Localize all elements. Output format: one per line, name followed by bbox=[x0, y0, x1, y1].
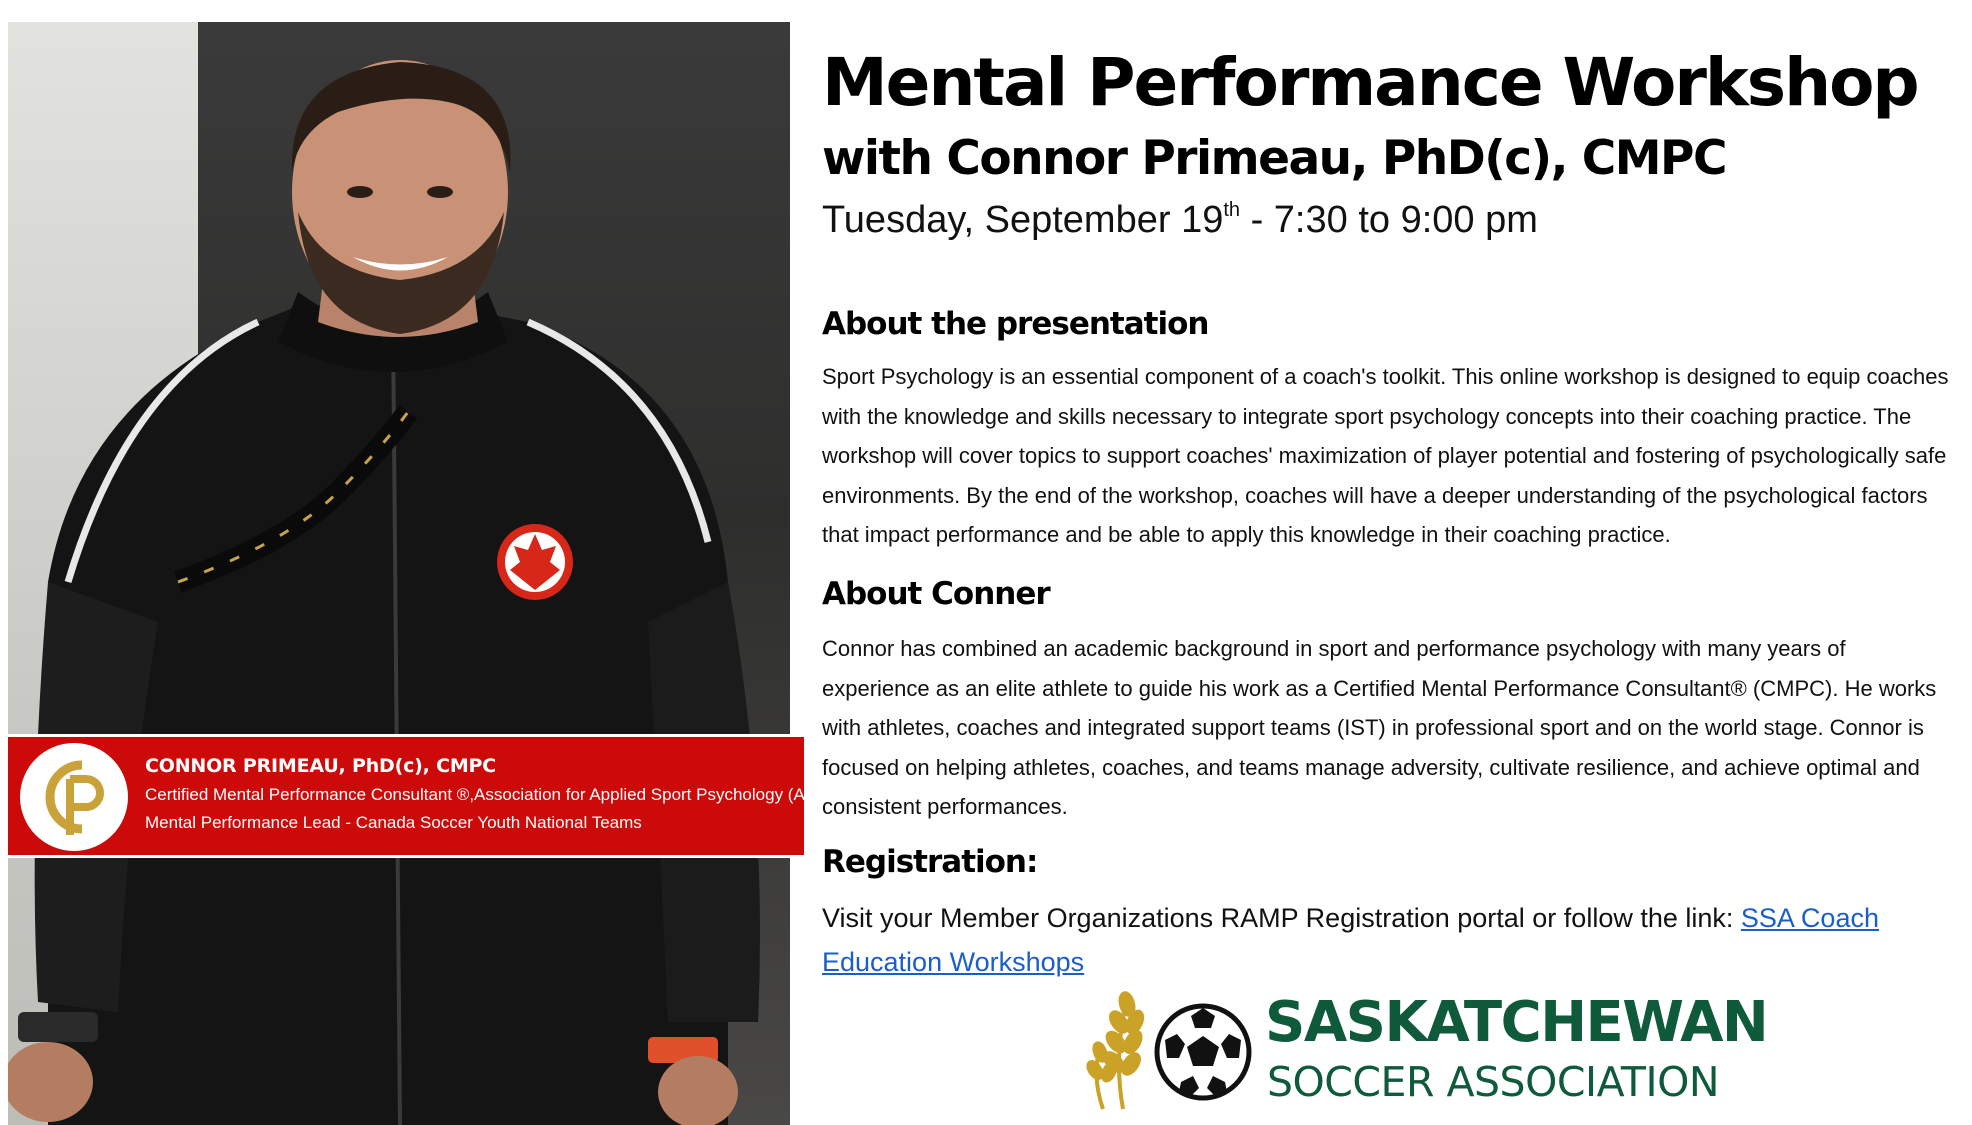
ssa-logo bbox=[1083, 984, 1768, 1114]
banner-role-line: Mental Performance Lead - Canada Soccer Youth National Teams bbox=[145, 813, 642, 832]
registration-body bbox=[822, 896, 1952, 984]
about-conner-heading: About Conner bbox=[822, 576, 1050, 612]
ssa-coach-education-link[interactable]: SSA Coach Education Workshops bbox=[822, 903, 1879, 977]
ssa-name-line1: SASKATCHEWAN bbox=[1265, 990, 1768, 1055]
workshop-details bbox=[822, 40, 1952, 977]
about-presentation-body: Sport Psychology is an essential component of a coach's toolkit. This online workshop is designed to equip coaches with the knowledge and skills necessary to integrate sport psychology concepts into their coaching practice. The workshop will cover topics to support coaches' maximization of player potential and fostering of psychologically safe environments. By the end of the workshop, coaches will have a deeper understanding of the psychological factors that impact performance and be able to apply this knowledge in their coaching practice. bbox=[822, 364, 1949, 547]
registration-text: Visit your Member Organizations RAMP Registration portal or follow the link: bbox=[822, 903, 1741, 933]
banner-credential-line: Certified Mental Performance Consultant ®,Association for Applied Sport Psychology (AASP) bbox=[145, 785, 845, 804]
cp-monogram-logo-icon bbox=[20, 743, 128, 851]
workshop-title: Mental Performance Workshop bbox=[822, 44, 1918, 121]
wheat-and-soccer-ball-icon bbox=[1083, 984, 1263, 1114]
presenter-illustration bbox=[8, 22, 790, 1125]
presenter-name-banner bbox=[8, 734, 845, 858]
workshop-date bbox=[822, 194, 1952, 246]
date-time: - 7:30 to 9:00 pm bbox=[1240, 199, 1538, 241]
workshop-subtitle: with Connor Primeau, PhD(c), CMPC bbox=[822, 131, 1726, 186]
banner-presenter-name: CONNOR PRIMEAU, PhD(c), CMPC bbox=[145, 755, 496, 777]
registration-heading: Registration: bbox=[822, 844, 1038, 880]
date-ordinal: th bbox=[1223, 199, 1241, 221]
ssa-name-line2: SOCCER ASSOCIATION bbox=[1267, 1058, 1720, 1106]
about-presentation-heading: About the presentation bbox=[822, 306, 1209, 342]
presenter-photo bbox=[8, 22, 790, 1125]
date-prefix: Tuesday, September 19 bbox=[822, 199, 1224, 241]
about-conner-body: Connor has combined an academic background in sport and performance psychology with many years of experience as an elite athlete to guide his work as a Certified Mental Performance Consultant® (CMPC). He works with athletes, coaches and integrated support teams (IST) in professional sport and on the world stage. Connor is focused on helping athletes, coaches, and teams manage adversity, cultivate resilience, and achieve optimal and consistent performances. bbox=[822, 636, 1937, 819]
